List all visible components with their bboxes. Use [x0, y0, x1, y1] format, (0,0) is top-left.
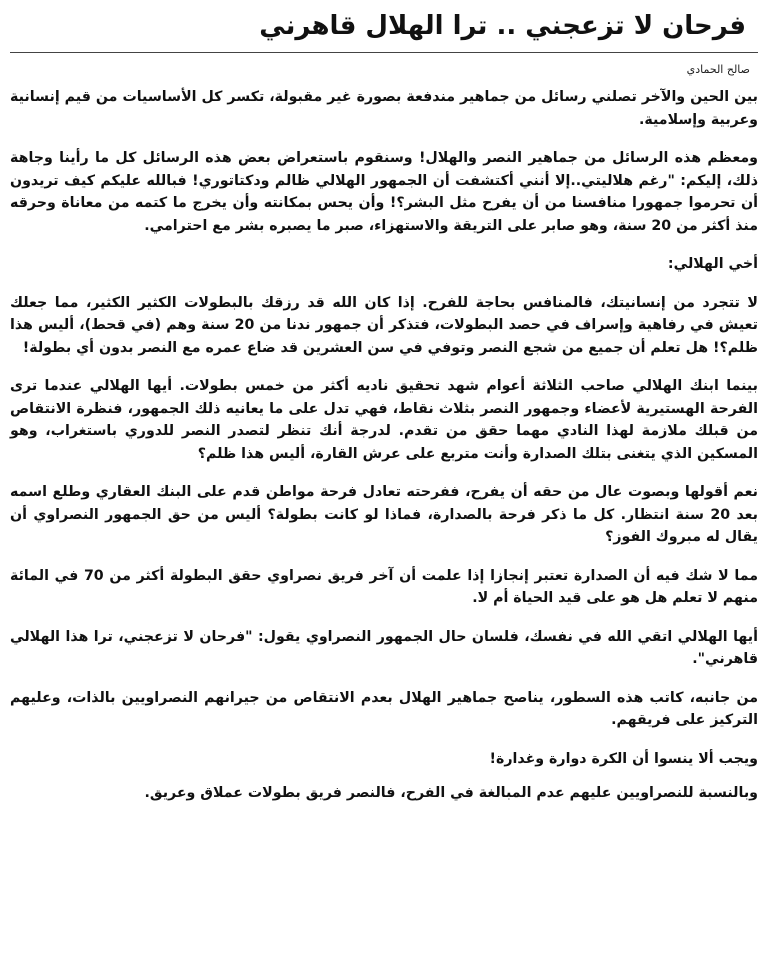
author-name: صالح الحمادي — [686, 63, 750, 76]
paragraph-salutation: أخي الهلالي: — [667, 256, 758, 272]
paragraph-leadership: مما لا شك فيه أن الصدارة تعتبر إنجازا إذا علمت أن آخر فريق نصراوي حقق البطولة أكثر من 70 في المائة منهم لا تعلم هل هو على قيد الحياة أم لا. — [10, 567, 759, 606]
paragraph-fear-god: أيها الهلالي اتقي الله في نفسك، فلسان حال الجمهور النصراوي يقول: "فرحان لا تزعجني، ترا هذا الهلالي قاهرني". — [10, 628, 758, 667]
paragraph-ball-turns: ويجب ألا ينسوا أن الكرة دوارة وغدارة! — [489, 750, 758, 767]
paragraph-advice: من جانبه، كاتب هذه السطور، يناصح جماهير الهلال بعدم الانتقاص من جيرانهم النصراويين بالذات، وعليهم التركيز على فريقهم. — [10, 689, 758, 728]
paragraph-reader-message: ومعظم هذه الرسائل من جماهير النصر والهلال! وسنقوم باستعراض بعض هذه الرسائل كل ما رأينا وجاهة ذلك، إليكم: "رغم هلاليتي..إلا أنني أكتشفت أن الجمهور الهلالي ظالم ودكتاتوري! فبالله عليكم كيف تريدون أن تحرموا جمهورا منافسنا من أن يفرح مثل البشر؟! وأن يحس بمكانته وأن يخرج ما كتمه من معاناة وحرقه منذ أكثر من 20 سنة، وهو صابر على التريقة والاستهزاء، صبر ما يصبره بشر مع احترامي. — [10, 150, 758, 234]
paragraph-right-to-celebrate: نعم أقولها وبصوت عال من حقه أن يفرح، ففرحته تعادل فرحة مواطن قدم على البنك العقاري وطلع اسمه بعد 20 سنة انتظار. كل ما ذكر فرحة بالصدارة، فماذا لو كانت بطولة؟ أليس من حق الجمهور النصراوي أن يقال له مبروك الفوز؟ — [10, 484, 758, 545]
paragraph-humanity: لا تتجرد من إنسانيتك، فالمنافس بحاجة للفرح. إذا كان الله قد رزقك بالبطولات الكثير الكثير، مما جعلك تعيش في رفاهية وإسراف في حصد البطولات، فتذكر أن جمهور ندنا من 20 سنة وهم (في قحط)، أليس هذا ظلم؟! هل تعلم أن جميع من شجع النصر وتوفي في سن العشرين قد ضاع عمره مع النصر بدون أي بطولة! — [10, 294, 758, 356]
title-divider — [10, 52, 758, 53]
article-title: فرحان لا تزعجني .. ترا الهلال قاهرني — [259, 11, 746, 41]
paragraph-son: بينما ابنك الهلالي صاحب الثلاثة أعوام شهد تحقيق ناديه أكثر من خمس بطولات. أيها الهلالي عندما ترى الفرحة الهستيرية لأعضاء وجمهور النصر بثلاث نقاط، فهي تدل على ما يعانيه ذلك الجمهور، فنظرة الانتقاص من قبلك ملازمة لهذا النادي مهما حقق من تقدم. لدرجة أنك تنظر لتصدر النصر للدوري باستغراب، وهو المسكين الذي يتغنى بتلك الصدارة وأنت متربع على عرش القارة، أليس هذا ظلم؟ — [10, 378, 758, 462]
paragraph-intro: بين الحين والآخر تصلني رسائل من جماهير مندفعة بصورة غير مقبولة، تكسر كل الأساسيات من قيم إنسانية وعربية وإسلامية. — [10, 89, 758, 128]
paragraph-nassr-fans: وبالنسبة للنصراويين عليهم عدم المبالغة في الفرح، فالنصر فريق بطولات عملاق وعريق. — [144, 785, 758, 801]
